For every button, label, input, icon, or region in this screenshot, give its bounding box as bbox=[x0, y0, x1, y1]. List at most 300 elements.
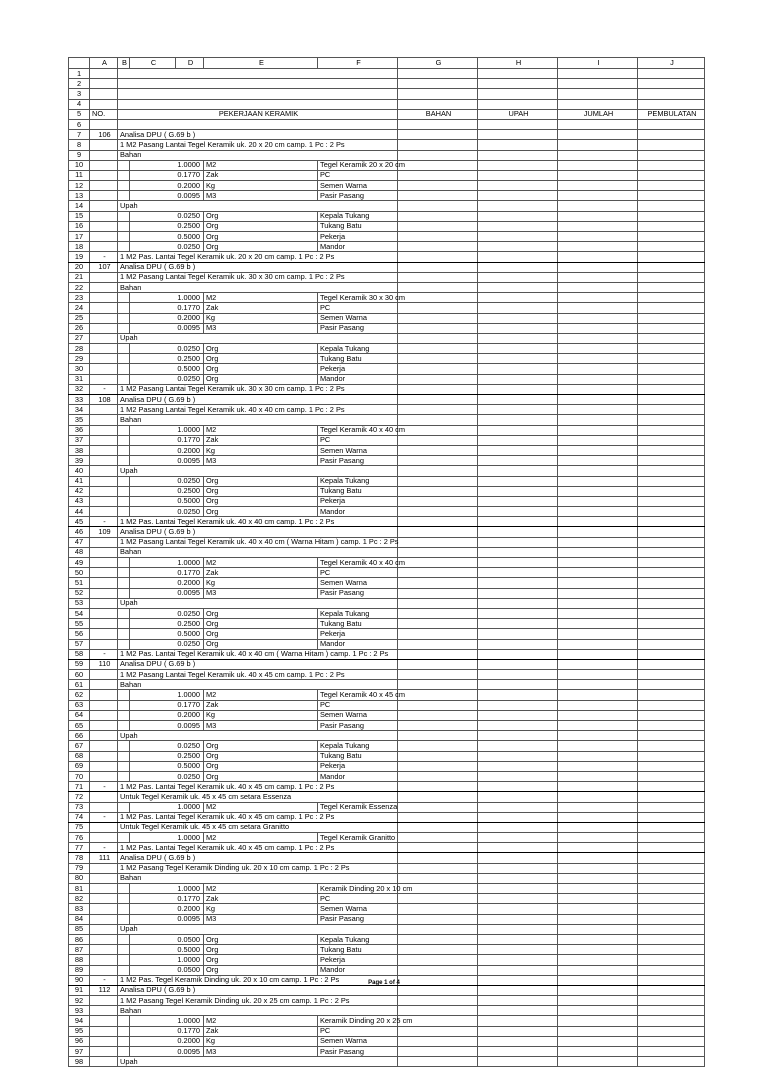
cell-coefficient[interactable]: 0.5000 bbox=[130, 629, 204, 639]
cell-description[interactable]: Upah bbox=[118, 466, 398, 476]
cell-description[interactable]: Bahan bbox=[118, 680, 398, 690]
cell-no[interactable] bbox=[90, 568, 118, 578]
cell-i[interactable] bbox=[558, 863, 638, 873]
cell-b[interactable] bbox=[118, 894, 130, 904]
cell-description[interactable]: Analisa DPU ( G.69 b ) bbox=[118, 659, 398, 669]
cell-item[interactable]: Semen Warna bbox=[318, 445, 398, 455]
cell-b[interactable] bbox=[118, 445, 130, 455]
cell-unit[interactable]: Zak bbox=[204, 303, 318, 313]
cell-coefficient[interactable]: 0.1770 bbox=[130, 435, 204, 445]
cell-b[interactable] bbox=[118, 221, 130, 231]
cell-b[interactable] bbox=[118, 486, 130, 496]
cell-i[interactable] bbox=[558, 170, 638, 180]
cell-j[interactable] bbox=[638, 629, 705, 639]
cell-unit[interactable]: M3 bbox=[204, 456, 318, 466]
row-number[interactable]: 37 bbox=[69, 435, 90, 445]
cell-h[interactable] bbox=[478, 914, 558, 924]
cell-unit[interactable]: Org bbox=[204, 496, 318, 506]
cell-j[interactable] bbox=[638, 985, 705, 995]
cell-g[interactable] bbox=[398, 272, 478, 282]
cell-g[interactable] bbox=[398, 313, 478, 323]
cell-i[interactable] bbox=[558, 1026, 638, 1036]
cell-j[interactable] bbox=[638, 384, 705, 394]
cell-no[interactable] bbox=[90, 211, 118, 221]
cell-no[interactable] bbox=[90, 181, 118, 191]
row-number[interactable]: 83 bbox=[69, 904, 90, 914]
cell-g[interactable] bbox=[398, 812, 478, 822]
row-number[interactable]: 68 bbox=[69, 751, 90, 761]
row-number[interactable]: 7 bbox=[69, 130, 90, 140]
cell-item[interactable]: Kepala Tukang bbox=[318, 344, 398, 354]
cell-b[interactable] bbox=[118, 629, 130, 639]
cell-description[interactable]: 1 M2 Pasang Lantai Tegel Keramik uk. 40 x 40 cm ( Warna Hitam ) camp. 1 Pc : 2 Ps bbox=[118, 537, 398, 547]
cell-no[interactable] bbox=[90, 507, 118, 517]
cell-j[interactable] bbox=[638, 833, 705, 843]
cell-no[interactable] bbox=[90, 323, 118, 333]
row-number[interactable]: 25 bbox=[69, 313, 90, 323]
cell-h[interactable] bbox=[478, 150, 558, 160]
cell-b[interactable] bbox=[118, 578, 130, 588]
cell-h[interactable] bbox=[478, 374, 558, 384]
cell-no[interactable] bbox=[90, 822, 118, 832]
cell-g[interactable] bbox=[398, 395, 478, 405]
cell-no[interactable] bbox=[90, 1016, 118, 1026]
row-number[interactable]: 53 bbox=[69, 598, 90, 608]
cell-no[interactable] bbox=[90, 425, 118, 435]
cell-j[interactable] bbox=[638, 731, 705, 741]
cell-no[interactable] bbox=[90, 313, 118, 323]
cell-g[interactable] bbox=[398, 924, 478, 934]
cell-description[interactable]: Analisa DPU ( G.69 b ) bbox=[118, 130, 398, 140]
cell-j[interactable] bbox=[638, 619, 705, 629]
cell-g[interactable] bbox=[398, 79, 478, 89]
cell-no[interactable] bbox=[90, 955, 118, 965]
row-number[interactable]: 84 bbox=[69, 914, 90, 924]
cell-item[interactable]: Keramik Dinding 20 x 10 cm bbox=[318, 884, 398, 894]
cell-unit[interactable]: Org bbox=[204, 344, 318, 354]
cell-i[interactable] bbox=[558, 792, 638, 802]
cell-item[interactable]: Mandor bbox=[318, 771, 398, 781]
cell-i[interactable] bbox=[558, 955, 638, 965]
cell-h[interactable] bbox=[478, 761, 558, 771]
cell-no[interactable] bbox=[90, 904, 118, 914]
cell-g[interactable] bbox=[398, 955, 478, 965]
cell-h[interactable] bbox=[478, 191, 558, 201]
cell-no[interactable] bbox=[90, 364, 118, 374]
cell-coefficient[interactable]: 0.5000 bbox=[130, 364, 204, 374]
cell-j[interactable] bbox=[638, 598, 705, 608]
cell-item[interactable]: Kepala Tukang bbox=[318, 741, 398, 751]
cell-g[interactable] bbox=[398, 476, 478, 486]
cell-coefficient[interactable]: 0.2500 bbox=[130, 751, 204, 761]
cell-h[interactable] bbox=[478, 99, 558, 109]
cell-j[interactable] bbox=[638, 181, 705, 191]
cell-item[interactable]: Tukang Batu bbox=[318, 221, 398, 231]
cell-g[interactable] bbox=[398, 680, 478, 690]
cell-coefficient[interactable]: 0.0250 bbox=[130, 211, 204, 221]
cell-no[interactable] bbox=[90, 435, 118, 445]
cell-j[interactable] bbox=[638, 771, 705, 781]
cell-g[interactable] bbox=[398, 303, 478, 313]
cell-item[interactable]: Semen Warna bbox=[318, 181, 398, 191]
cell-no[interactable] bbox=[90, 771, 118, 781]
cell-i[interactable] bbox=[558, 456, 638, 466]
cell-b[interactable] bbox=[118, 1016, 130, 1026]
cell-no[interactable] bbox=[90, 282, 118, 292]
cell-no[interactable] bbox=[90, 863, 118, 873]
row-number[interactable]: 57 bbox=[69, 639, 90, 649]
cell-description[interactable]: Untuk Tegel Keramik uk. 45 x 45 cm setara Essenza bbox=[118, 792, 398, 802]
cell-i[interactable] bbox=[558, 69, 638, 79]
cell-j[interactable] bbox=[638, 792, 705, 802]
cell-j[interactable] bbox=[638, 1016, 705, 1026]
cell-b[interactable] bbox=[118, 710, 130, 720]
cell-g[interactable] bbox=[398, 771, 478, 781]
cell-h[interactable] bbox=[478, 934, 558, 944]
cell-h[interactable] bbox=[478, 507, 558, 517]
cell-i[interactable] bbox=[558, 374, 638, 384]
cell-h[interactable] bbox=[478, 690, 558, 700]
row-number[interactable]: 90 bbox=[69, 975, 90, 985]
cell-coefficient[interactable]: 0.0095 bbox=[130, 914, 204, 924]
cell-description[interactable]: Bahan bbox=[118, 873, 398, 883]
cell-no[interactable] bbox=[90, 537, 118, 547]
cell-unit[interactable]: Zak bbox=[204, 170, 318, 180]
cell-g[interactable] bbox=[398, 242, 478, 252]
cell-h[interactable] bbox=[478, 405, 558, 415]
cell-description[interactable]: Bahan bbox=[118, 547, 398, 557]
cell-coefficient[interactable]: 0.2000 bbox=[130, 181, 204, 191]
row-number[interactable]: 18 bbox=[69, 242, 90, 252]
cell-b[interactable] bbox=[118, 558, 130, 568]
cell-j[interactable] bbox=[638, 130, 705, 140]
cell-j[interactable] bbox=[638, 272, 705, 282]
cell-h[interactable] bbox=[478, 629, 558, 639]
cell-i[interactable] bbox=[558, 395, 638, 405]
cell-no[interactable] bbox=[90, 466, 118, 476]
row-number[interactable]: 96 bbox=[69, 1036, 90, 1046]
cell-coefficient[interactable]: 0.2000 bbox=[130, 445, 204, 455]
cell-item[interactable]: Mandor bbox=[318, 507, 398, 517]
cell-g[interactable] bbox=[398, 201, 478, 211]
cell-description[interactable]: Analisa DPU ( G.69 b ) bbox=[118, 985, 398, 995]
cell-g[interactable] bbox=[398, 232, 478, 242]
cell-no[interactable] bbox=[90, 333, 118, 343]
cell-i[interactable] bbox=[558, 354, 638, 364]
cell-no[interactable] bbox=[90, 873, 118, 883]
cell-j[interactable] bbox=[638, 751, 705, 761]
cell-item[interactable]: Kepala Tukang bbox=[318, 476, 398, 486]
cell-no[interactable] bbox=[90, 710, 118, 720]
cell-h[interactable] bbox=[478, 221, 558, 231]
cell-item[interactable]: Tegel Keramik Granitto bbox=[318, 833, 398, 843]
cell-b[interactable] bbox=[118, 761, 130, 771]
cell-item[interactable]: Tegel Keramik 20 x 20 cm bbox=[318, 160, 398, 170]
cell-j[interactable] bbox=[638, 445, 705, 455]
cell-g[interactable] bbox=[398, 425, 478, 435]
cell-unit[interactable]: Org bbox=[204, 354, 318, 364]
cell-item[interactable]: Pekerja bbox=[318, 496, 398, 506]
cell-b[interactable] bbox=[118, 476, 130, 486]
cell-j[interactable] bbox=[638, 568, 705, 578]
column-header-d[interactable]: D bbox=[176, 58, 204, 69]
cell-no[interactable] bbox=[90, 354, 118, 364]
cell-j[interactable] bbox=[638, 812, 705, 822]
cell-i[interactable] bbox=[558, 303, 638, 313]
cell-unit[interactable]: M2 bbox=[204, 558, 318, 568]
cell-no[interactable]: - bbox=[90, 812, 118, 822]
cell-description[interactable] bbox=[118, 99, 398, 109]
cell-g[interactable] bbox=[398, 211, 478, 221]
cell-no[interactable] bbox=[90, 170, 118, 180]
cell-item[interactable]: PC bbox=[318, 700, 398, 710]
cell-b[interactable] bbox=[118, 700, 130, 710]
cell-h[interactable] bbox=[478, 639, 558, 649]
cell-h[interactable] bbox=[478, 384, 558, 394]
cell-item[interactable]: Pasir Pasang bbox=[318, 588, 398, 598]
cell-b[interactable] bbox=[118, 965, 130, 975]
cell-unit[interactable]: M2 bbox=[204, 425, 318, 435]
cell-i[interactable] bbox=[558, 700, 638, 710]
row-number[interactable]: 43 bbox=[69, 496, 90, 506]
cell-j[interactable] bbox=[638, 405, 705, 415]
cell-item[interactable]: Pekerja bbox=[318, 955, 398, 965]
row-number[interactable]: 63 bbox=[69, 700, 90, 710]
row-number[interactable]: 88 bbox=[69, 955, 90, 965]
row-number[interactable]: 38 bbox=[69, 445, 90, 455]
cell-h[interactable] bbox=[478, 558, 558, 568]
row-number[interactable]: 26 bbox=[69, 323, 90, 333]
cell-g[interactable] bbox=[398, 822, 478, 832]
cell-no[interactable] bbox=[90, 201, 118, 211]
cell-i[interactable] bbox=[558, 79, 638, 89]
cell-i[interactable] bbox=[558, 507, 638, 517]
cell-g[interactable] bbox=[398, 670, 478, 680]
cell-h[interactable] bbox=[478, 700, 558, 710]
cell-b[interactable] bbox=[118, 344, 130, 354]
cell-i[interactable] bbox=[558, 476, 638, 486]
cell-item[interactable]: Semen Warna bbox=[318, 1036, 398, 1046]
row-number[interactable]: 81 bbox=[69, 884, 90, 894]
cell-j[interactable] bbox=[638, 293, 705, 303]
cell-coefficient[interactable]: 0.0250 bbox=[130, 771, 204, 781]
cell-b[interactable] bbox=[118, 741, 130, 751]
cell-h[interactable] bbox=[478, 751, 558, 761]
cell-no[interactable] bbox=[90, 89, 118, 99]
cell-j[interactable] bbox=[638, 894, 705, 904]
cell-i[interactable] bbox=[558, 731, 638, 741]
cell-coefficient[interactable]: 0.1770 bbox=[130, 568, 204, 578]
cell-coefficient[interactable]: 0.0095 bbox=[130, 721, 204, 731]
cell-j[interactable] bbox=[638, 496, 705, 506]
cell-h[interactable] bbox=[478, 996, 558, 1006]
cell-i[interactable] bbox=[558, 1016, 638, 1026]
row-number[interactable]: 5 bbox=[69, 109, 90, 119]
row-number[interactable]: 3 bbox=[69, 89, 90, 99]
cell-b[interactable] bbox=[118, 170, 130, 180]
cell-h[interactable] bbox=[478, 119, 558, 129]
row-number[interactable]: 82 bbox=[69, 894, 90, 904]
cell-j[interactable] bbox=[638, 700, 705, 710]
cell-item[interactable]: Pasir Pasang bbox=[318, 1047, 398, 1057]
cell-j[interactable] bbox=[638, 170, 705, 180]
cell-no[interactable] bbox=[90, 69, 118, 79]
cell-b[interactable] bbox=[118, 1047, 130, 1057]
cell-description[interactable]: Upah bbox=[118, 333, 398, 343]
cell-h[interactable] bbox=[478, 721, 558, 731]
cell-unit[interactable]: Org bbox=[204, 741, 318, 751]
cell-no[interactable] bbox=[90, 344, 118, 354]
cell-no[interactable] bbox=[90, 79, 118, 89]
cell-j[interactable] bbox=[638, 822, 705, 832]
cell-item[interactable]: Tegel Keramik 40 x 40 cm bbox=[318, 558, 398, 568]
cell-g[interactable] bbox=[398, 996, 478, 1006]
row-number[interactable]: 28 bbox=[69, 344, 90, 354]
cell-h[interactable] bbox=[478, 262, 558, 272]
cell-g[interactable] bbox=[398, 1006, 478, 1016]
cell-h[interactable] bbox=[478, 435, 558, 445]
cell-coefficient[interactable]: 0.0500 bbox=[130, 934, 204, 944]
cell-g[interactable] bbox=[398, 293, 478, 303]
cell-h[interactable] bbox=[478, 670, 558, 680]
row-number[interactable]: 91 bbox=[69, 985, 90, 995]
cell-j[interactable] bbox=[638, 670, 705, 680]
cell-coefficient[interactable]: 0.0095 bbox=[130, 1047, 204, 1057]
cell-no[interactable] bbox=[90, 934, 118, 944]
cell-unit[interactable]: Kg bbox=[204, 578, 318, 588]
cell-coefficient[interactable]: 0.0250 bbox=[130, 507, 204, 517]
cell-h[interactable] bbox=[478, 140, 558, 150]
cell-no[interactable] bbox=[90, 119, 118, 129]
cell-description[interactable] bbox=[118, 69, 398, 79]
cell-coefficient[interactable]: 0.1770 bbox=[130, 894, 204, 904]
cell-description[interactable]: 1 M2 Pasang Tegel Keramik Dinding uk. 20 x 25 cm camp. 1 Pc : 2 Ps bbox=[118, 996, 398, 1006]
cell-g[interactable] bbox=[398, 435, 478, 445]
cell-j[interactable] bbox=[638, 721, 705, 731]
cell-h[interactable] bbox=[478, 843, 558, 853]
cell-h[interactable] bbox=[478, 955, 558, 965]
cell-h[interactable] bbox=[478, 649, 558, 659]
cell-no[interactable]: 108 bbox=[90, 395, 118, 405]
cell-no[interactable]: 109 bbox=[90, 527, 118, 537]
cell-unit[interactable]: Org bbox=[204, 364, 318, 374]
cell-j[interactable] bbox=[638, 79, 705, 89]
cell-h[interactable] bbox=[478, 344, 558, 354]
cell-coefficient[interactable]: 0.5000 bbox=[130, 496, 204, 506]
column-header-j[interactable]: J bbox=[638, 58, 705, 69]
cell-no[interactable]: 107 bbox=[90, 262, 118, 272]
cell-h[interactable] bbox=[478, 1057, 558, 1067]
cell-coefficient[interactable]: 0.2000 bbox=[130, 710, 204, 720]
cell-item[interactable]: Tegel Keramik 40 x 40 cm bbox=[318, 425, 398, 435]
cell-coefficient[interactable]: 0.0250 bbox=[130, 374, 204, 384]
cell-g[interactable] bbox=[398, 140, 478, 150]
cell-unit[interactable]: M2 bbox=[204, 833, 318, 843]
cell-h[interactable] bbox=[478, 578, 558, 588]
cell-no[interactable] bbox=[90, 1047, 118, 1057]
cell-no[interactable] bbox=[90, 1006, 118, 1016]
cell-j[interactable] bbox=[638, 374, 705, 384]
cell-b[interactable] bbox=[118, 934, 130, 944]
cell-j[interactable] bbox=[638, 425, 705, 435]
cell-b[interactable] bbox=[118, 802, 130, 812]
cell-g[interactable] bbox=[398, 782, 478, 792]
cell-unit[interactable]: Kg bbox=[204, 1036, 318, 1046]
cell-i[interactable] bbox=[558, 415, 638, 425]
cell-g[interactable] bbox=[398, 863, 478, 873]
cell-item[interactable]: Mandor bbox=[318, 965, 398, 975]
cell-b[interactable] bbox=[118, 904, 130, 914]
cell-b[interactable] bbox=[118, 425, 130, 435]
row-number[interactable]: 48 bbox=[69, 547, 90, 557]
cell-i[interactable] bbox=[558, 1057, 638, 1067]
cell-unit[interactable]: Org bbox=[204, 221, 318, 231]
cell-j[interactable] bbox=[638, 914, 705, 924]
row-number[interactable]: 23 bbox=[69, 293, 90, 303]
cell-g[interactable] bbox=[398, 588, 478, 598]
cell-g[interactable] bbox=[398, 517, 478, 527]
row-number[interactable]: 59 bbox=[69, 659, 90, 669]
row-number[interactable]: 2 bbox=[69, 79, 90, 89]
row-number[interactable]: 46 bbox=[69, 527, 90, 537]
row-number[interactable]: 42 bbox=[69, 486, 90, 496]
cell-h[interactable] bbox=[478, 69, 558, 79]
cell-no[interactable] bbox=[90, 680, 118, 690]
row-number[interactable]: 15 bbox=[69, 211, 90, 221]
cell-item[interactable]: Kepala Tukang bbox=[318, 608, 398, 618]
row-number[interactable]: 44 bbox=[69, 507, 90, 517]
cell-j[interactable] bbox=[638, 201, 705, 211]
cell-j[interactable] bbox=[638, 996, 705, 1006]
cell-coefficient[interactable]: 1.0000 bbox=[130, 802, 204, 812]
cell-no[interactable] bbox=[90, 690, 118, 700]
cell-unit[interactable]: Org bbox=[204, 211, 318, 221]
cell-no[interactable] bbox=[90, 405, 118, 415]
cell-j[interactable] bbox=[638, 89, 705, 99]
cell-item[interactable]: Pekerja bbox=[318, 761, 398, 771]
cell-g[interactable] bbox=[398, 170, 478, 180]
row-number[interactable]: 21 bbox=[69, 272, 90, 282]
cell-item[interactable]: PC bbox=[318, 303, 398, 313]
cell-no[interactable] bbox=[90, 996, 118, 1006]
cell-b[interactable] bbox=[118, 619, 130, 629]
cell-description[interactable]: Upah bbox=[118, 731, 398, 741]
row-number[interactable]: 56 bbox=[69, 629, 90, 639]
cell-i[interactable] bbox=[558, 191, 638, 201]
cell-h[interactable] bbox=[478, 792, 558, 802]
cell-item[interactable]: PC bbox=[318, 435, 398, 445]
cell-h[interactable] bbox=[478, 415, 558, 425]
cell-g[interactable] bbox=[398, 741, 478, 751]
cell-description[interactable]: 1 M2 Pasang Lantai Tegel Keramik uk. 40 x 45 cm camp. 1 Pc : 2 Ps bbox=[118, 670, 398, 680]
cell-i[interactable] bbox=[558, 435, 638, 445]
cell-h[interactable] bbox=[478, 496, 558, 506]
cell-coefficient[interactable]: 0.0250 bbox=[130, 476, 204, 486]
cell-description[interactable]: Analisa DPU ( G.69 b ) bbox=[118, 395, 398, 405]
cell-h[interactable] bbox=[478, 588, 558, 598]
cell-h[interactable] bbox=[478, 822, 558, 832]
row-number[interactable]: 77 bbox=[69, 843, 90, 853]
cell-i[interactable] bbox=[558, 119, 638, 129]
row-number[interactable]: 74 bbox=[69, 812, 90, 822]
cell-j[interactable] bbox=[638, 659, 705, 669]
cell-unit[interactable]: M2 bbox=[204, 160, 318, 170]
cell-h[interactable] bbox=[478, 242, 558, 252]
cell-j[interactable] bbox=[638, 802, 705, 812]
cell-no[interactable] bbox=[90, 731, 118, 741]
cell-h[interactable] bbox=[478, 323, 558, 333]
cell-g[interactable] bbox=[398, 721, 478, 731]
